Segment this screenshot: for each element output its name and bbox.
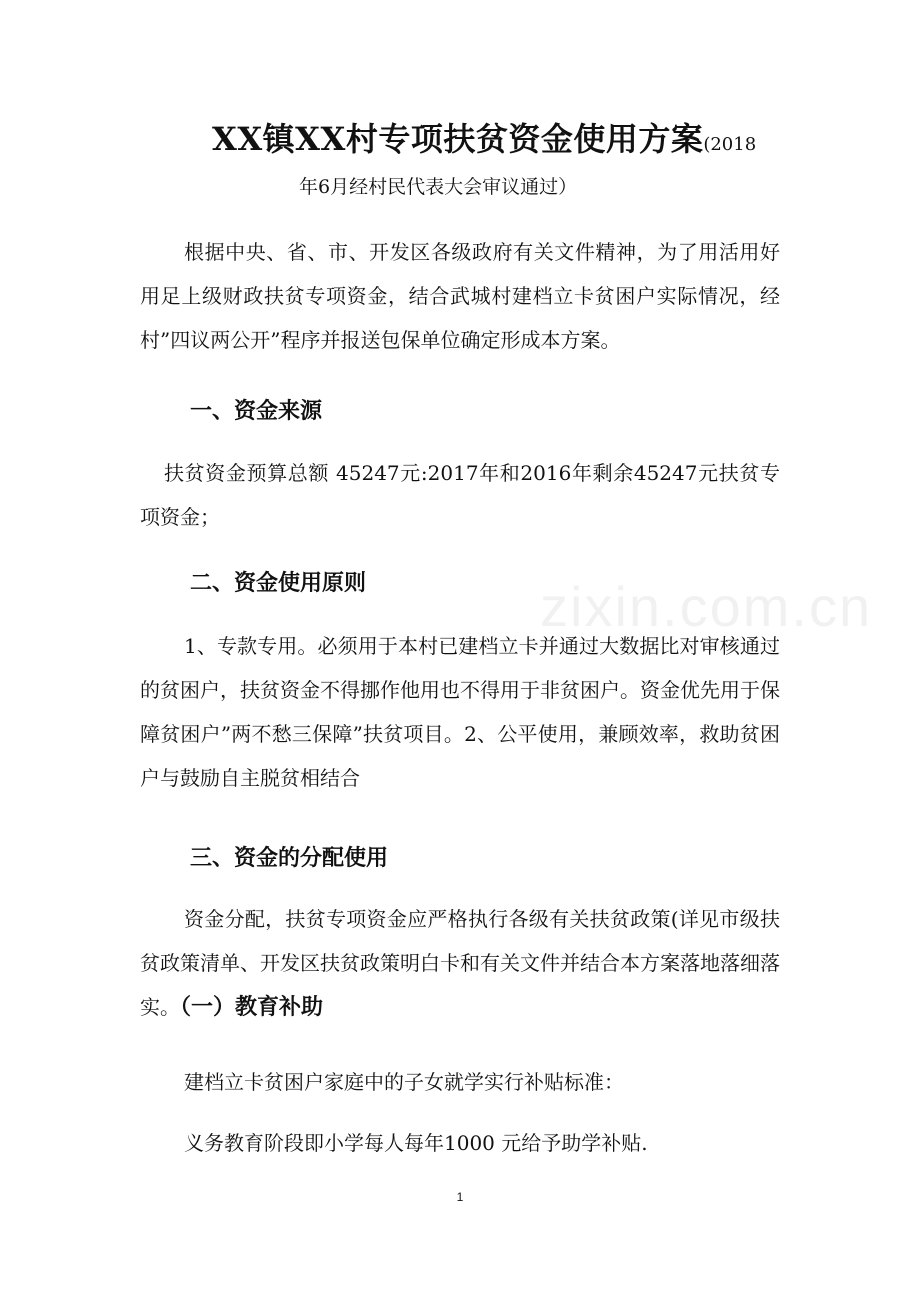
funding-source-paragraph: 扶贫资金预算总额 45247元:2017年和2016年剩余45247元扶贫专项资金； xyxy=(140,461,780,529)
allocation-paragraph xyxy=(140,897,780,1029)
intro-paragraph: 根据中央、省、市、开发区各级政府有关文件精神，为了用活用好用足上级财政扶贫专项资金，结合武城村建档立卡贫困户实际情况，经村”四议两公开”程序并报送包保单位确定形成本方案。 xyxy=(140,240,780,352)
section-heading-usage-principles: 二、资金使用原则 xyxy=(190,570,367,596)
section-heading-allocation: 三、资金的分配使用 xyxy=(190,845,389,871)
page-number: 1 xyxy=(456,1190,464,1204)
subheading-education-subsidy: （一）教育补助 xyxy=(180,994,324,1020)
primary-school-subsidy-line: 义务教育阶段即小学每人每年1000 元给予助学补贴. xyxy=(184,1131,648,1155)
usage-principles-paragraph: 1、专款专用。必须用于本村已建档立卡并通过大数据比对审核通过的贫困户，扶贫资金不得挪作他用也不得用于非贫困户。资金优先用于保障贫困户”两不愁三保障”扶贫项目。2、公平使用，兼顾效率，救助贫困户与鼓励自主脱贫相结合 xyxy=(140,634,780,790)
watermark: zixin.com.cn xyxy=(540,575,873,638)
allocation-text: 资金分配，扶贫专项资金应严格执行各级有关扶贫政策(详见市级扶贫政策清单、开发区扶贫政策明白卡和有关文件并结合本方案落地落细落实。 xyxy=(140,907,780,1019)
title-main: XX镇XX村专项扶贫资金使用方案 xyxy=(212,120,704,158)
section-heading-funding-source: 一、资金来源 xyxy=(190,398,323,424)
document-title xyxy=(212,114,756,160)
education-standard-line: 建档立卡贫困户家庭中的子女就学实行补贴标准： xyxy=(184,1070,624,1094)
document-subtitle: 年6月经村民代表大会审议通过） xyxy=(299,176,578,198)
title-year: (2018 xyxy=(703,134,757,155)
